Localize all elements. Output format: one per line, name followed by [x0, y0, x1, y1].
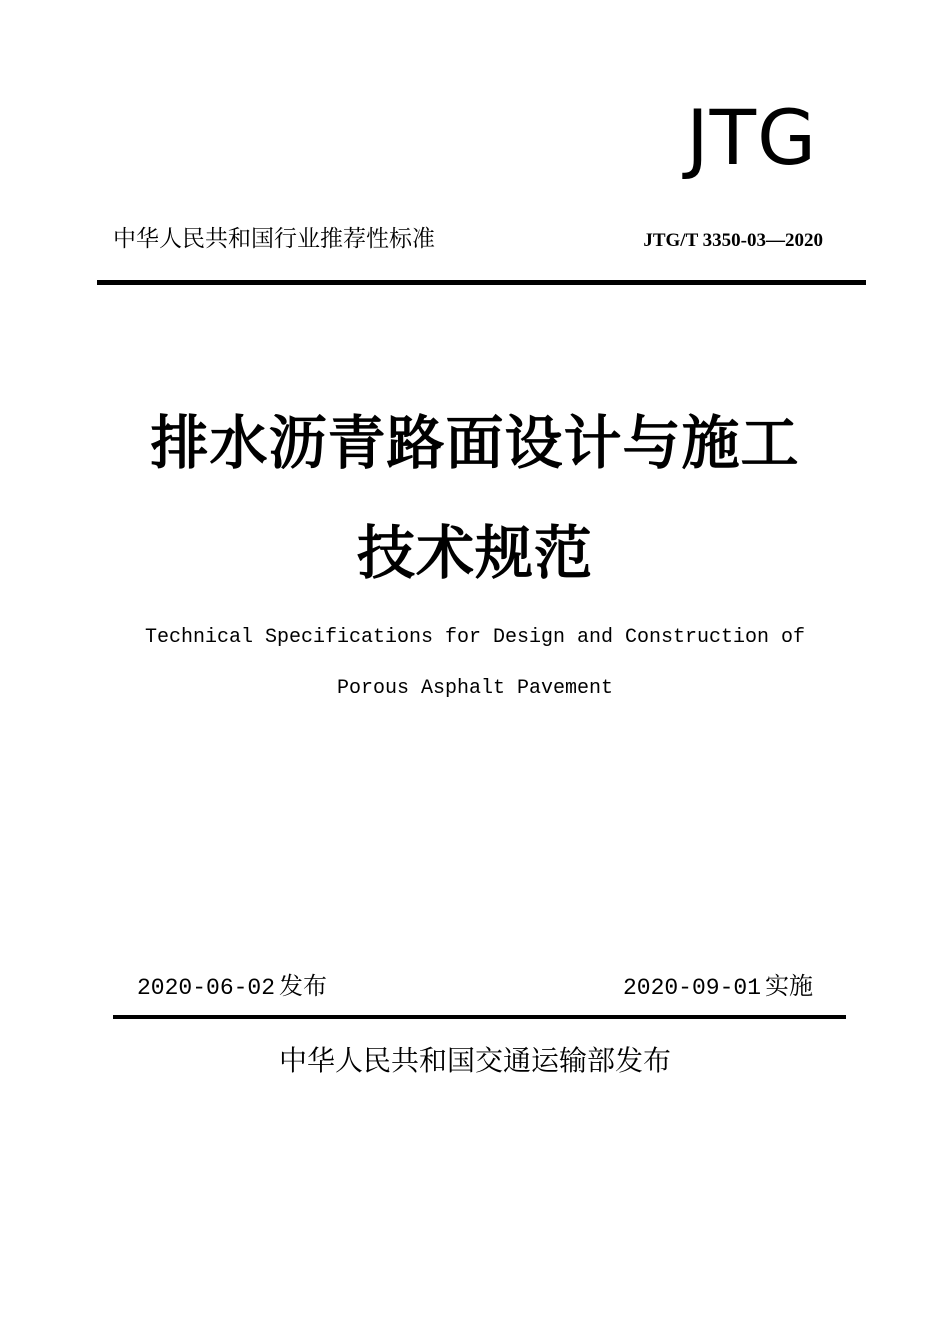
- issue-date-block: [137, 972, 327, 1003]
- implement-label: 实施: [765, 972, 813, 1000]
- implement-date-block: [623, 972, 813, 1003]
- standard-category: 中华人民共和国行业推荐性标准: [113, 226, 435, 252]
- title-zh-line-2: 技术规范: [356, 519, 593, 587]
- top-divider: [97, 280, 866, 285]
- title-zh-line-1: 排水沥青路面设计与施工: [150, 409, 800, 477]
- publisher: 中华人民共和国交通运输部发布: [278, 1044, 671, 1077]
- title-en-line-1: Technical Specifications for Design and Construction of: [144, 626, 806, 649]
- jtg-logo: JTG: [686, 93, 817, 182]
- implement-date: 2020-09-01: [622, 975, 761, 1001]
- issue-date: 2020-06-02: [137, 975, 276, 1001]
- title-en-line-2: Porous Asphalt Pavement: [336, 677, 614, 700]
- standard-code: JTG/T 3350-03—2020: [643, 230, 823, 251]
- bottom-divider: [113, 1015, 846, 1019]
- issue-label: 发布: [279, 972, 328, 1000]
